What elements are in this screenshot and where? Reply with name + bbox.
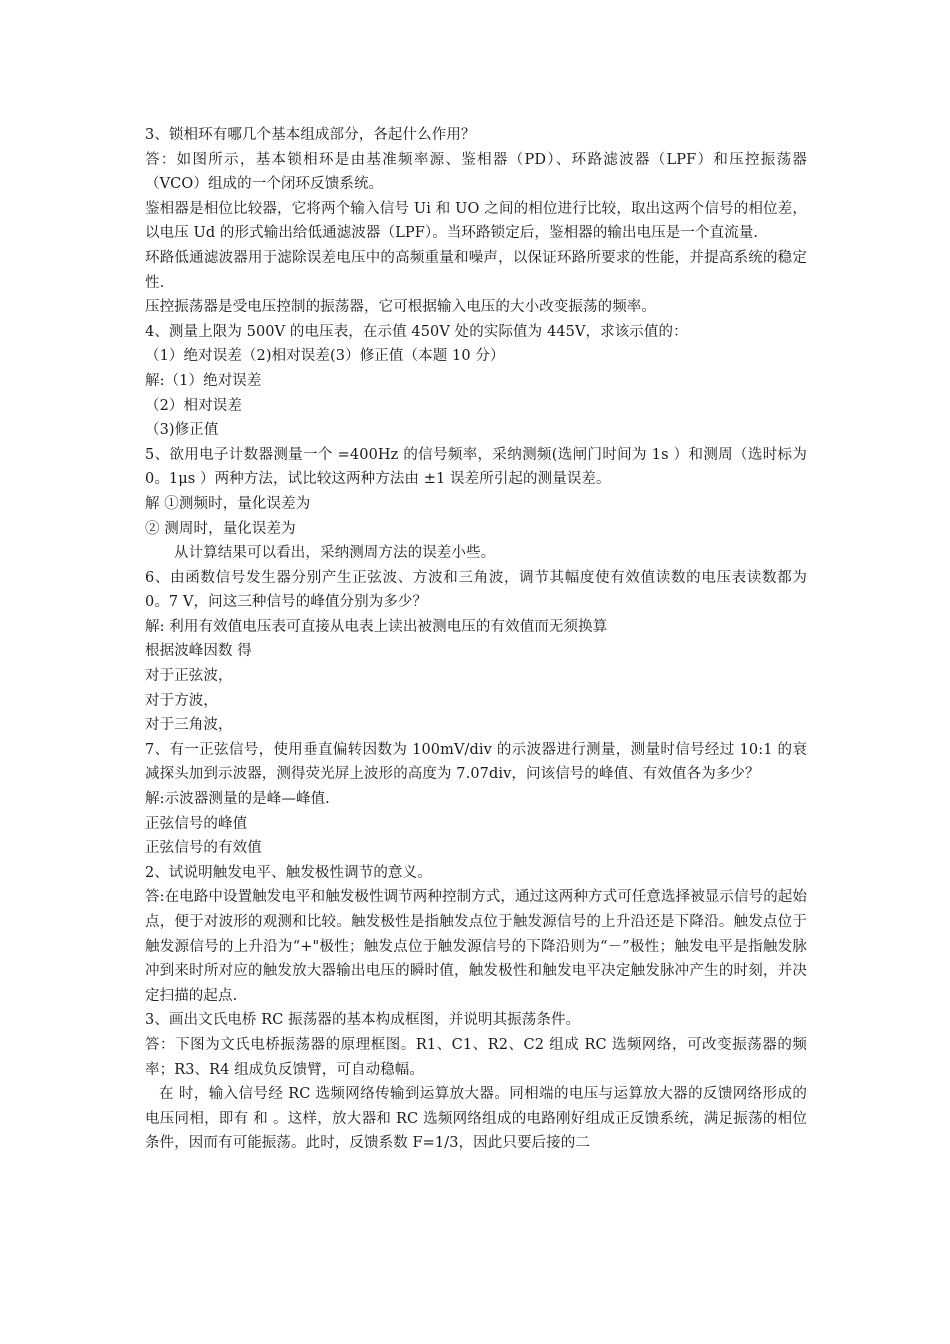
question-6-waveforms: 6、由函数信号发生器分别产生正弦波、方波和三角波，调节其幅度使有效值读数的电压表读数都为 0。7 V，问这三种信号的峰值分别为多少？ <box>145 569 807 611</box>
question-5-counter: 5、欲用电子计数器测量一个 =400Hz 的信号频率，采纳测频(选闸门时间为 1s ）和测周（选时标为 0。1μs ）两种方法，试比较这两种方法由 ±1 误差所引起的测量误差。 <box>145 446 807 488</box>
solution-line: 对于方波， <box>145 692 218 709</box>
answer-paragraph: 在 时，输入信号经 RC 选频网络传输到运算放大器。同相端的电压与运算放大器的反馈网络形成的电压同相，即有 和 。这样，放大器和 RC 选频网络组成的电路刚好组成正反馈系统，满足振荡的相位条件，因而有可能振荡。此时，反馈系数 F=1/3，因此只要后接的二 <box>145 1086 807 1152</box>
answer-paragraph: 答:在电路中设置触发电平和触发极性调节两种控制方式，通过这两种方式可任意选择被显示信号的起始点，便于对波形的观测和比较。触发极性是指触发点位于触发源信号的上升沿还是下降沿。触发点位于触发源信号的上升沿为“+"极性；触发点位于触发源信号的下降沿则为“－”极性；触发电平是指触发脉冲到来时所对应的触发放大器输出电压的瞬时值，触发极性和触发电平决定触发脉冲产生的时刻，并决定扫描的起点. <box>145 889 807 1004</box>
question-3-pll: 3、锁相环有哪几个基本组成部分，各起什么作用？ <box>145 127 476 143</box>
solution-line: 对于三角波， <box>145 717 233 734</box>
solution-line: 解 ①测频时，量化误差为 <box>145 495 311 512</box>
solution-line: 解:示波器测量的是峰—峰值. <box>145 791 330 808</box>
solution-line: （3)修正值 <box>145 422 219 439</box>
solution-line: 正弦信号的峰值 <box>145 815 248 832</box>
solution-line: 对于正弦波， <box>145 668 233 685</box>
solution-line: （2）相对误差 <box>145 397 242 414</box>
answer-paragraph: 答：下图为文氏电桥振荡器的原理框图。R1、C1、R2、C2 组成 RC 选频网络，可改变振荡器的频率；R3、R4 组成负反馈臂，可自动稳幅。 <box>145 1036 807 1078</box>
solution-line: 根据波峰因数 得 <box>145 643 252 660</box>
question-2-trigger: 2、试说明触发电平、触发极性调节的意义。 <box>145 864 432 881</box>
question-4-voltmeter: 4、测量上限为 500V 的电压表，在示值 450V 处的实际值为 445V，求该示值的： <box>145 323 688 340</box>
solution-line: 正弦信号的有效值 <box>145 840 262 857</box>
solution-conclusion: 从计算结果可以看出，采纳测周方法的误差小些。 <box>174 545 496 562</box>
answer-paragraph: 鉴相器是相位比较器，它将两个输入信号 Ui 和 UO 之间的相位进行比较，取出这两个信号的相位差，以电压 Ud 的形式输出给低通滤波器（LPF）。当环路锁定后，鉴相器的输出电压是一个直流量. <box>145 200 807 242</box>
answer-paragraph: 环路低通滤波器用于滤除误差电压中的高频重量和噪声，以保证环路所要求的性能，并提高系统的稳定性. <box>145 249 807 291</box>
question-7-oscilloscope: 7、有一正弦信号，使用垂直偏转因数为 100mV/div 的示波器进行测量，测量时信号经过 10:1 的衰减探头加到示波器，测得荧光屏上波形的高度为 7.07div，问该信号的峰值、有效值各为多少？ <box>145 741 807 783</box>
answer-paragraph: 答：如图所示，基本锁相环是由基准频率源、鉴相器（PD）、环路滤波器（LPF）和压控振荡器（VCO）组成的一个闭环反馈系统。 <box>145 151 807 193</box>
answer-paragraph: 压控振荡器是受电压控制的振荡器，它可根据输入电压的大小改变振荡的频率。 <box>145 299 656 316</box>
document-body <box>145 123 807 1156</box>
solution-line: 解: 利用有效值电压表可直接从电表上读出被测电压的有效值而无须换算 <box>145 618 608 635</box>
solution-line: ② 测周时，量化误差为 <box>145 520 296 537</box>
question-sub-items: （1）绝对误差（2)相对误差(3）修正值（本题 10 分） <box>145 348 505 365</box>
question-3-wien-bridge: 3、画出文氏电桥 RC 振荡器的基本构成框图，并说明其振荡条件。 <box>145 1012 581 1029</box>
solution-line: 解:（1）绝对误差 <box>145 372 262 389</box>
